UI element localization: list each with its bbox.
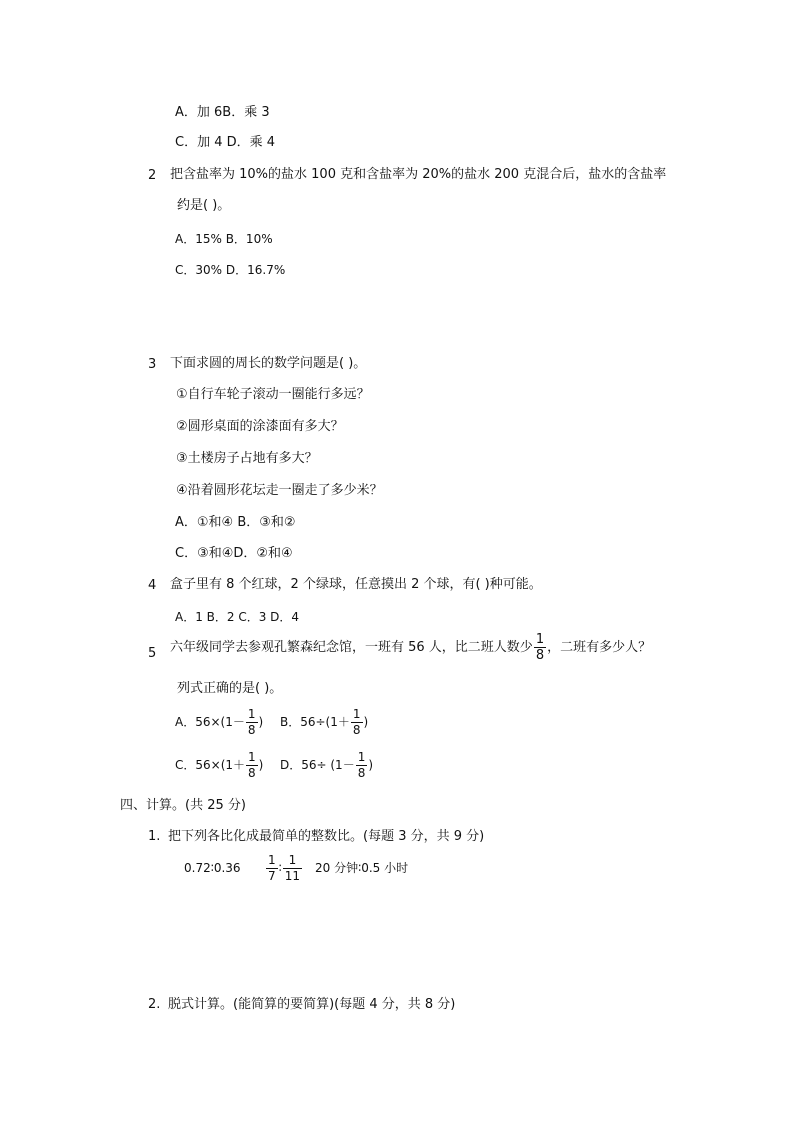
q5-option-c-prefix: C．56×(1＋ bbox=[175, 758, 246, 772]
ratio-2-colon: ∶ bbox=[278, 861, 282, 875]
q5-option-d-prefix: D．56÷ (1－ bbox=[280, 758, 355, 772]
section-4-sub-1-number: 1. bbox=[148, 829, 161, 844]
q5-option-b-denominator: 8 bbox=[352, 723, 361, 737]
q5-option-a-numerator: 1 bbox=[247, 707, 256, 721]
q3-option-a-b: A．①和④ B．③和② bbox=[175, 515, 296, 530]
q5-fraction-denominator: 8 bbox=[535, 648, 545, 663]
q5-option-b bbox=[280, 707, 368, 738]
q5-text bbox=[170, 632, 651, 663]
ratio-2-denominator-b: 11 bbox=[284, 869, 301, 883]
section-4-sub-2-text: 脱式计算。(能简算的要简算)(每题 4 分，共 8 分) bbox=[168, 997, 456, 1012]
q5-number: 5 bbox=[148, 646, 157, 661]
q5-option-a-fraction bbox=[246, 707, 258, 738]
q5-text-part-a: 六年级同学去参观孔繁森纪念馆，一班有 56 人，比二班人数少 bbox=[170, 640, 533, 655]
q3-text: 下面求圆的周长的数学问题是( )。 bbox=[170, 356, 367, 371]
section-4-title: 四、计算。(共 25 分) bbox=[120, 798, 246, 813]
q5-fraction bbox=[534, 632, 546, 663]
q4-text: 盒子里有 8 个红球，2 个绿球，任意摸出 2 个球，有( )种可能。 bbox=[170, 577, 542, 592]
q2-number: 2 bbox=[148, 168, 157, 183]
q5-option-d-numerator: 1 bbox=[357, 750, 366, 764]
q5-option-b-suffix: ) bbox=[363, 715, 369, 729]
q5-option-c-fraction bbox=[246, 750, 258, 781]
q2-text: 把含盐率为 10%的盐水 100 克和含盐率为 20%的盐水 200 克混合后，盐水的含盐率 bbox=[170, 167, 667, 182]
q5-option-c-denominator: 8 bbox=[248, 766, 256, 780]
q5-option-a bbox=[175, 707, 263, 738]
ratio-2-numerator-b: 1 bbox=[283, 853, 302, 869]
q2-text-line2: 约是( )。 bbox=[177, 198, 231, 213]
q5-option-c-numerator: 1 bbox=[248, 750, 256, 764]
q5-option-d-denominator: 8 bbox=[357, 766, 366, 780]
section-4-sub-2-number: 2. bbox=[148, 997, 161, 1012]
q3-number: 3 bbox=[148, 357, 157, 372]
q3-item-1: ①自行车轮子滚动一圈能行多远？ bbox=[176, 387, 370, 402]
ratio-2 bbox=[265, 852, 303, 884]
q5-option-c bbox=[175, 750, 263, 781]
ratio-2-fraction-b bbox=[283, 853, 302, 884]
q5-option-d-fraction bbox=[356, 750, 368, 781]
q5-option-a-suffix: ) bbox=[258, 715, 264, 729]
ratio-2-numerator-a: 1 bbox=[268, 853, 276, 867]
q4-options: A．1 B．2 C．3 D．4 bbox=[175, 610, 300, 624]
q5-option-a-denominator: 8 bbox=[247, 723, 256, 737]
ratio-1: 0.72∶0.36 bbox=[184, 861, 241, 875]
q3-item-4: ④沿着圆形花坛走一圈走了多少米？ bbox=[176, 483, 383, 498]
q5-option-c-suffix: ) bbox=[258, 758, 264, 772]
q5-text-part-b: ，二班有多少人？ bbox=[547, 640, 652, 655]
q5-option-b-fraction bbox=[351, 707, 363, 738]
q5-text-line2: 列式正确的是( )。 bbox=[177, 681, 283, 696]
q1-option-a-b: A．加 6B．乘 3 bbox=[175, 105, 270, 120]
q2-option-a-b: A．15% B．10% bbox=[175, 232, 273, 246]
q2-option-c-d: C．30% D．16.7% bbox=[175, 263, 286, 277]
q3-item-3: ③土楼房子占地有多大？ bbox=[176, 451, 318, 466]
q5-option-d-suffix: ) bbox=[368, 758, 374, 772]
q5-fraction-numerator: 1 bbox=[535, 632, 545, 647]
q3-item-2: ②圆形桌面的涂漆面有多大？ bbox=[176, 419, 344, 434]
ratio-3: 20 分钟∶0.5 小时 bbox=[315, 861, 409, 875]
q5-option-d bbox=[280, 750, 373, 781]
q5-option-a-prefix: A．56×(1－ bbox=[175, 715, 245, 729]
q1-option-c-d: C．加 4 D．乘 4 bbox=[175, 135, 276, 150]
q5-option-b-prefix: B．56÷(1＋ bbox=[280, 715, 350, 729]
ratio-2-denominator-a: 7 bbox=[268, 869, 276, 883]
q4-number: 4 bbox=[148, 578, 157, 593]
q5-option-b-numerator: 1 bbox=[352, 707, 361, 721]
section-4-sub-1-text: 把下列各比化成最简单的整数比。(每题 3 分，共 9 分) bbox=[168, 829, 485, 844]
q3-option-c-d: C．③和④D．②和④ bbox=[175, 546, 293, 561]
ratio-2-fraction-a bbox=[266, 853, 278, 884]
